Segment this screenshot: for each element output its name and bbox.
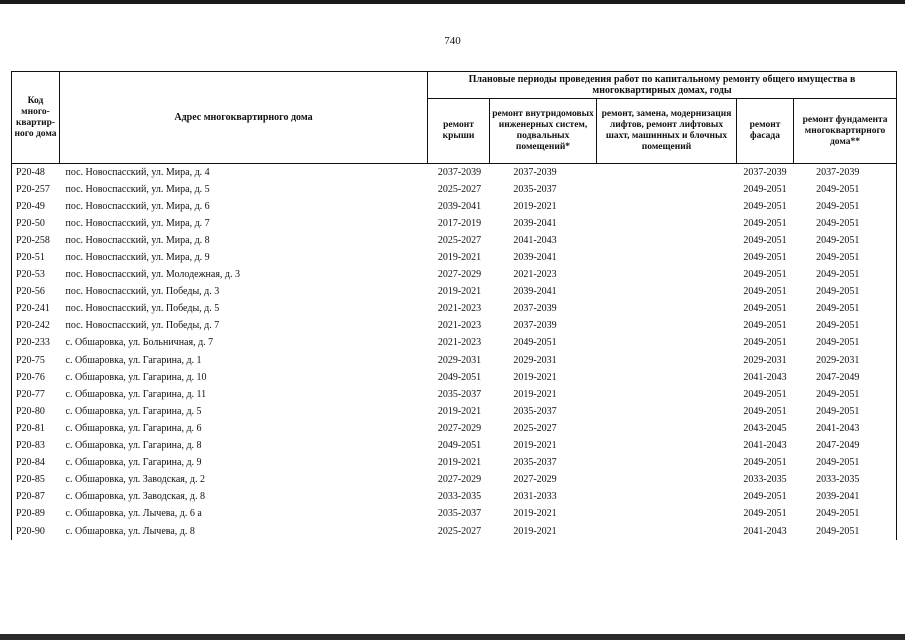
- cell-code: P20-77: [12, 386, 60, 403]
- cell-lift: [597, 386, 737, 403]
- cell-roof: 2033-2035: [437, 491, 482, 503]
- cell-roof: 2035-2037: [437, 508, 482, 520]
- cell-foundation: 2047-2049: [794, 369, 897, 386]
- header-facade: ремонт фасада: [737, 99, 794, 164]
- header-group-periods: Плановые периоды проведения работ по капитальному ремонту общего имущества в многоквартирных домах, годы: [428, 72, 897, 99]
- table-row: [12, 489, 897, 506]
- cell-code: P20-48: [12, 164, 60, 182]
- cell-address: пос. Новоспасский, ул. Мира, д. 6: [65, 200, 210, 212]
- cell-code: P20-85: [12, 472, 60, 489]
- cell-facade: 2029-2031: [743, 354, 787, 366]
- cell-foundation: 2037-2039: [794, 164, 897, 182]
- cell-address: пос. Новоспасский, ул. Молодежная, д. 3: [65, 269, 241, 281]
- table-row: [12, 318, 897, 335]
- cell-engineering: 2021-2023: [513, 269, 557, 281]
- cell-address: с. Обшаровка, ул. Гагарина, д. 9: [65, 457, 202, 469]
- cell-facade: 2043-2045: [743, 422, 787, 434]
- cell-roof: 2037-2039: [437, 166, 482, 178]
- cell-lift: [597, 369, 737, 386]
- table-row: [12, 267, 897, 284]
- cell-roof: 2025-2027: [437, 234, 482, 246]
- cell-address: пос. Новоспасский, ул. Победы, д. 3: [65, 286, 220, 298]
- cell-facade: 2049-2051: [743, 388, 787, 400]
- header-foundation: ремонт фундамента многоквартирного дома**: [794, 99, 897, 164]
- cell-facade: 2049-2051: [743, 286, 787, 298]
- page-number: 740: [444, 35, 461, 47]
- cell-facade: 2049-2051: [743, 491, 787, 503]
- table-row: [12, 181, 897, 198]
- cell-lift: [597, 506, 737, 523]
- cell-lift: [597, 232, 737, 249]
- cell-lift: [597, 472, 737, 489]
- cell-lift: [597, 335, 737, 352]
- table-row: [12, 352, 897, 369]
- header-address: Адрес многоквартирного дома: [60, 72, 428, 164]
- cell-lift: [597, 215, 737, 232]
- cell-lift: [597, 455, 737, 472]
- cell-engineering: 2041-2043: [513, 234, 557, 246]
- cell-engineering: 2019-2021: [513, 388, 557, 400]
- cell-engineering: 2019-2021: [513, 200, 557, 212]
- cell-address: с. Обшаровка, ул. Гагарина, д. 10: [65, 371, 207, 383]
- cell-roof: 2019-2021: [437, 252, 482, 264]
- cell-address: пос. Новоспасский, ул. Победы, д. 7: [65, 320, 220, 332]
- cell-engineering: 2019-2021: [513, 525, 557, 537]
- cell-roof: 2021-2023: [437, 337, 482, 349]
- cell-lift: [597, 164, 737, 182]
- cell-address: с. Обшаровка, ул. Заводская, д. 8: [65, 491, 205, 503]
- table-row: [12, 506, 897, 523]
- cell-address: с. Обшаровка, ул. Гагарина, д. 11: [65, 388, 207, 400]
- cell-engineering: 2039-2041: [513, 286, 557, 298]
- cell-lift: [597, 249, 737, 266]
- cell-address: пос. Новоспасский, ул. Мира, д. 5: [65, 183, 210, 195]
- cell-facade: 2037-2039: [743, 166, 787, 178]
- table-row: [12, 335, 897, 352]
- table-row: [12, 215, 897, 232]
- cell-engineering: 2029-2031: [513, 354, 557, 366]
- cell-roof: 2019-2021: [437, 457, 482, 469]
- cell-foundation: 2049-2051: [794, 318, 897, 335]
- cell-engineering: 2019-2021: [513, 440, 557, 452]
- cell-engineering: 2049-2051: [513, 337, 557, 349]
- cell-code: P20-84: [12, 455, 60, 472]
- cell-code: P20-53: [12, 267, 60, 284]
- cell-foundation: 2049-2051: [794, 523, 897, 540]
- cell-facade: 2041-2043: [743, 440, 787, 452]
- cell-facade: 2049-2051: [743, 183, 787, 195]
- cell-facade: 2033-2035: [743, 474, 787, 486]
- table-row: [12, 301, 897, 318]
- table-row: [12, 523, 897, 540]
- table-row: [12, 403, 897, 420]
- header-code: Код много-квартир-ного дома: [12, 72, 60, 164]
- cell-address: с. Обшаровка, ул. Больничная, д. 7: [65, 337, 214, 349]
- cell-roof: 2039-2041: [437, 200, 482, 212]
- cell-address: пос. Новоспасский, ул. Мира, д. 9: [65, 252, 210, 264]
- header-roof: ремонт крыши: [428, 99, 490, 164]
- cell-lift: [597, 420, 737, 437]
- cell-facade: 2041-2043: [743, 525, 787, 537]
- cell-roof: 2027-2029: [437, 269, 482, 281]
- cell-engineering: 2039-2041: [513, 252, 557, 264]
- cell-code: P20-81: [12, 420, 60, 437]
- cell-facade: 2049-2051: [743, 234, 787, 246]
- table-header: [12, 72, 897, 164]
- cell-engineering: 2035-2037: [513, 405, 557, 417]
- cell-code: P20-76: [12, 369, 60, 386]
- header-lift: ремонт, замена, модернизация лифтов, ремонт лифтовых шахт, машинных и блочных помещений: [597, 99, 737, 164]
- table-row: [12, 455, 897, 472]
- cell-roof: 2025-2027: [437, 183, 482, 195]
- cell-foundation: 2049-2051: [794, 455, 897, 472]
- cell-lift: [597, 198, 737, 215]
- cell-facade: 2041-2043: [743, 371, 787, 383]
- table-row: [12, 472, 897, 489]
- cell-lift: [597, 403, 737, 420]
- cell-address: пос. Новоспасский, ул. Победы, д. 5: [65, 303, 220, 315]
- cell-code: P20-87: [12, 489, 60, 506]
- cell-address: с. Обшаровка, ул. Заводская, д. 2: [65, 474, 205, 486]
- cell-code: P20-49: [12, 198, 60, 215]
- cell-engineering: 2031-2033: [513, 491, 557, 503]
- cell-roof: 2027-2029: [437, 474, 482, 486]
- table-row: [12, 369, 897, 386]
- cell-facade: 2049-2051: [743, 217, 787, 229]
- cell-lift: [597, 523, 737, 540]
- cell-code: P20-257: [12, 181, 60, 198]
- cell-lift: [597, 318, 737, 335]
- cell-roof: 2019-2021: [437, 405, 482, 417]
- table-row: [12, 249, 897, 266]
- cell-foundation: 2049-2051: [794, 232, 897, 249]
- table-row: [12, 164, 897, 182]
- cell-lift: [597, 181, 737, 198]
- cell-foundation: 2049-2051: [794, 335, 897, 352]
- cell-lift: [597, 352, 737, 369]
- cell-code: P20-233: [12, 335, 60, 352]
- cell-engineering: 2037-2039: [513, 320, 557, 332]
- cell-code: P20-80: [12, 403, 60, 420]
- table-row: [12, 232, 897, 249]
- scan-top-edge: [0, 0, 905, 4]
- cell-engineering: 2037-2039: [513, 166, 557, 178]
- cell-facade: 2049-2051: [743, 320, 787, 332]
- cell-engineering: 2019-2021: [513, 508, 557, 520]
- cell-facade: 2049-2051: [743, 269, 787, 281]
- cell-foundation: 2047-2049: [794, 438, 897, 455]
- table-row: [12, 438, 897, 455]
- table-row: [12, 284, 897, 301]
- cell-code: P20-51: [12, 249, 60, 266]
- cell-address: с. Обшаровка, ул. Гагарина, д. 6: [65, 422, 202, 434]
- cell-engineering: 2027-2029: [513, 474, 557, 486]
- cell-code: P20-241: [12, 301, 60, 318]
- cell-foundation: 2049-2051: [794, 284, 897, 301]
- cell-code: P20-83: [12, 438, 60, 455]
- cell-foundation: 2039-2041: [794, 489, 897, 506]
- cell-foundation: 2049-2051: [794, 403, 897, 420]
- cell-code: P20-50: [12, 215, 60, 232]
- cell-engineering: 2035-2037: [513, 457, 557, 469]
- cell-facade: 2049-2051: [743, 337, 787, 349]
- cell-foundation: 2049-2051: [794, 506, 897, 523]
- cell-facade: 2049-2051: [743, 200, 787, 212]
- cell-foundation: 2049-2051: [794, 249, 897, 266]
- cell-lift: [597, 284, 737, 301]
- cell-code: P20-258: [12, 232, 60, 249]
- cell-facade: 2049-2051: [743, 457, 787, 469]
- cell-foundation: 2041-2043: [794, 420, 897, 437]
- cell-address: с. Обшаровка, ул. Лычева, д. 6 а: [65, 508, 202, 520]
- cell-address: с. Обшаровка, ул. Гагарина, д. 5: [65, 405, 202, 417]
- scan-bottom-edge: [0, 634, 905, 640]
- cell-facade: 2049-2051: [743, 405, 787, 417]
- cell-foundation: 2049-2051: [794, 267, 897, 284]
- cell-engineering: 2037-2039: [513, 303, 557, 315]
- table-row: [12, 386, 897, 403]
- header-engineering: ремонт внутридомовых инженерных систем, подвальных помещений*: [490, 99, 597, 164]
- cell-lift: [597, 301, 737, 318]
- cell-code: P20-89: [12, 506, 60, 523]
- cell-address: пос. Новоспасский, ул. Мира, д. 8: [65, 234, 210, 246]
- cell-facade: 2049-2051: [743, 508, 787, 520]
- cell-engineering: 2035-2037: [513, 183, 557, 195]
- cell-code: P20-75: [12, 352, 60, 369]
- cell-address: с. Обшаровка, ул. Гагарина, д. 8: [65, 440, 202, 452]
- table-row: [12, 198, 897, 215]
- cell-foundation: 2049-2051: [794, 198, 897, 215]
- cell-foundation: 2029-2031: [794, 352, 897, 369]
- table-row: [12, 420, 897, 437]
- cell-roof: 2017-2019: [437, 217, 482, 229]
- cell-code: P20-56: [12, 284, 60, 301]
- cell-roof: 2021-2023: [437, 320, 482, 332]
- cell-roof: 2035-2037: [437, 388, 482, 400]
- cell-address: с. Обшаровка, ул. Лычева, д. 8: [65, 525, 195, 537]
- cell-roof: 2027-2029: [437, 422, 482, 434]
- cell-lift: [597, 489, 737, 506]
- cell-foundation: 2049-2051: [794, 181, 897, 198]
- cell-lift: [597, 438, 737, 455]
- cell-facade: 2049-2051: [743, 303, 787, 315]
- cell-code: P20-242: [12, 318, 60, 335]
- cell-roof: 2049-2051: [437, 440, 482, 452]
- cell-lift: [597, 267, 737, 284]
- cell-roof: 2029-2031: [437, 354, 482, 366]
- cell-foundation: 2033-2035: [794, 472, 897, 489]
- cell-roof: 2019-2021: [437, 286, 482, 298]
- cell-code: P20-90: [12, 523, 60, 540]
- cell-facade: 2049-2051: [743, 252, 787, 264]
- cell-address: с. Обшаровка, ул. Гагарина, д. 1: [65, 354, 202, 366]
- cell-roof: 2049-2051: [437, 371, 482, 383]
- cell-address: пос. Новоспасский, ул. Мира, д. 7: [65, 217, 210, 229]
- cell-foundation: 2049-2051: [794, 386, 897, 403]
- cell-roof: 2025-2027: [437, 525, 482, 537]
- cell-foundation: 2049-2051: [794, 301, 897, 318]
- cell-address: пос. Новоспасский, ул. Мира, д. 4: [65, 166, 210, 178]
- cell-engineering: 2019-2021: [513, 371, 557, 383]
- cell-roof: 2021-2023: [437, 303, 482, 315]
- cell-engineering: 2025-2027: [513, 422, 557, 434]
- cell-engineering: 2039-2041: [513, 217, 557, 229]
- table-body: [12, 164, 897, 541]
- cell-foundation: 2049-2051: [794, 215, 897, 232]
- repair-schedule-table: [11, 71, 897, 540]
